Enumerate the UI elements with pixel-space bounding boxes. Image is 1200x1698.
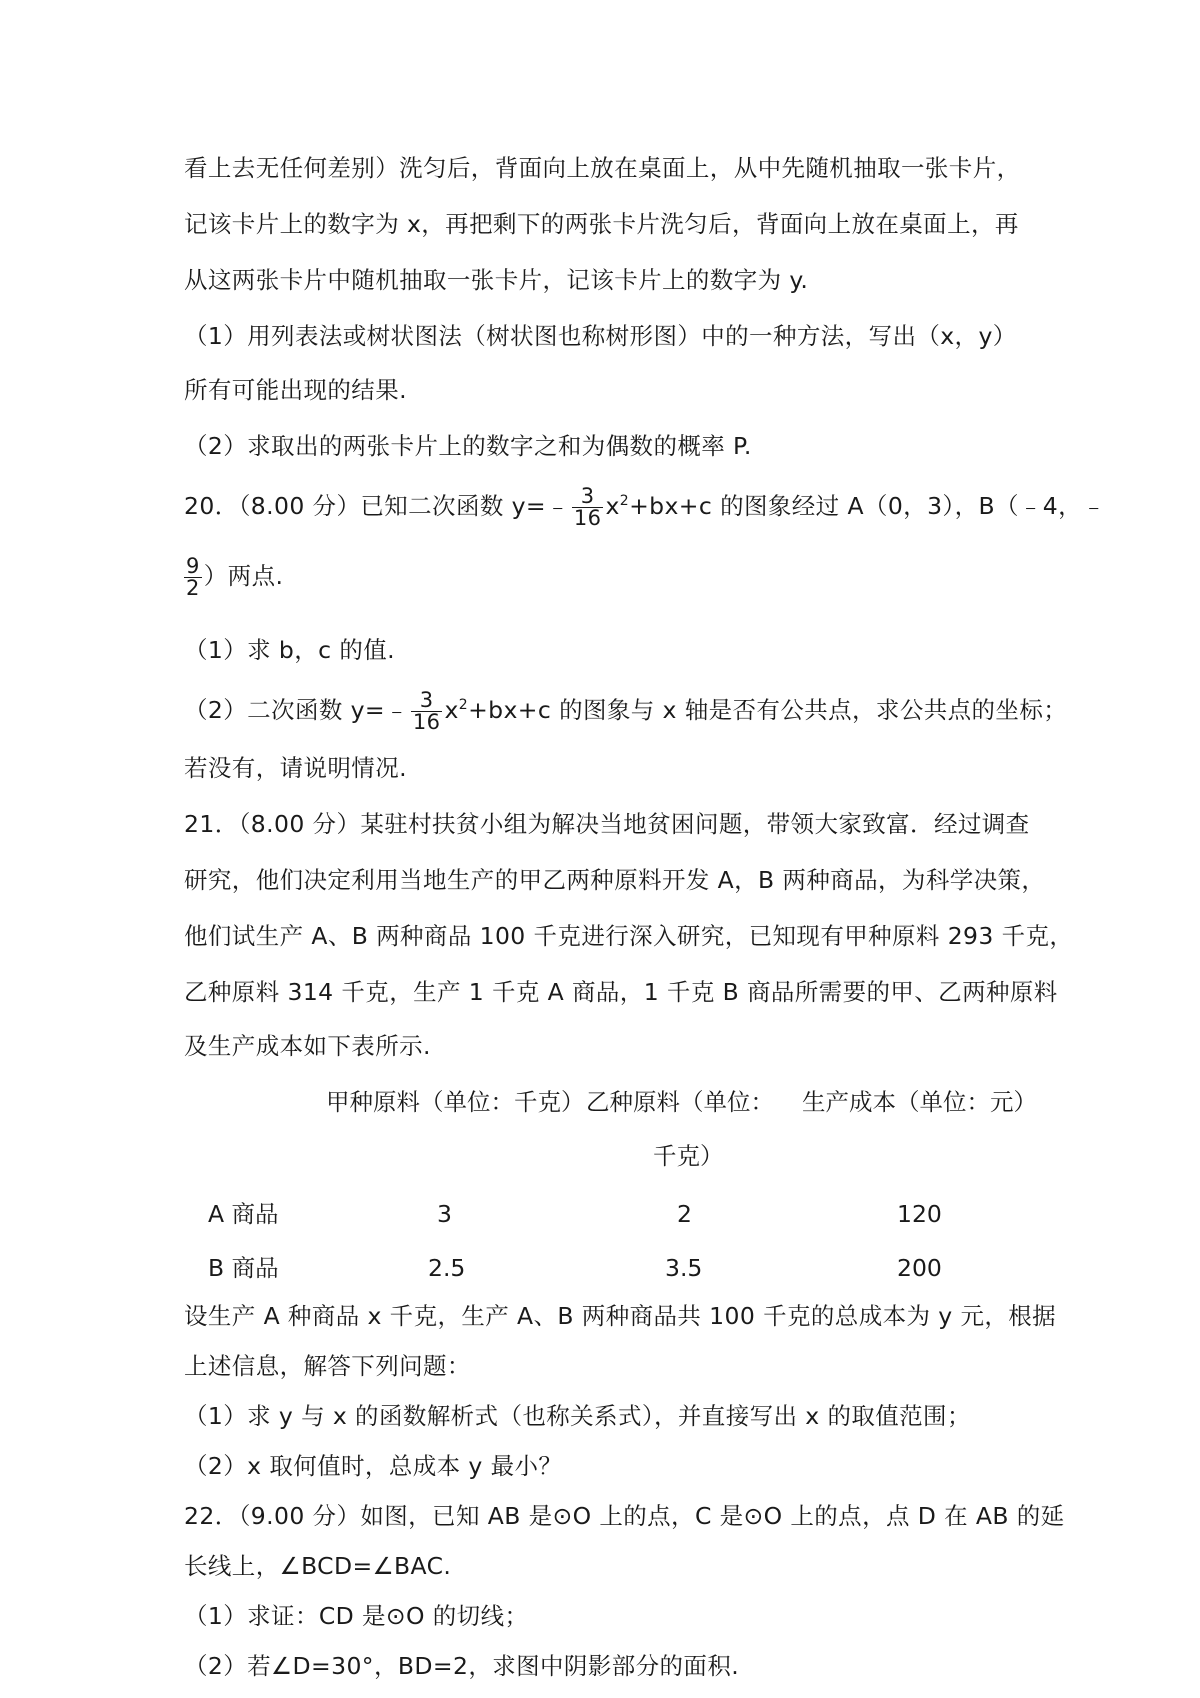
- fraction-denominator: 16: [412, 710, 441, 734]
- text-line: 他们试生产 A、B 两种商品 100 千克进行深入研究，已知现有甲种原料 293 千克，: [184, 922, 1074, 950]
- fraction-9-2: [184, 556, 202, 599]
- q20-var: x: [444, 696, 459, 724]
- table-cell: 2.5: [428, 1254, 466, 1282]
- text-line: 从这两张卡片中随机抽取一张卡片，记该卡片上的数字为 y.: [184, 266, 809, 294]
- text-line: 所有可能出现的结果.: [184, 376, 407, 404]
- q20-var: x: [605, 492, 620, 520]
- text-line: 22．（9.00 分）如图，已知 AB 是⊙O 上的点，C 是⊙O 上的点，点 D 在 AB 的延: [184, 1502, 1065, 1530]
- text-line: （1）用列表法或树状图法（树状图也称树形图）中的一种方法，写出（x，y）: [184, 322, 1017, 350]
- table-header: 甲种原料（单位：千克）: [326, 1088, 585, 1116]
- fraction-denominator: 16: [573, 506, 602, 530]
- table-cell: 120: [897, 1200, 942, 1228]
- text-line: 乙种原料 314 千克，生产 1 千克 A 商品，1 千克 B 商品所需要的甲、乙两种原料: [184, 978, 1058, 1006]
- table-cell: 2: [677, 1200, 692, 1228]
- question-20-line: [184, 486, 1106, 529]
- exponent: 2: [458, 697, 469, 713]
- question-20-line: [184, 690, 1067, 733]
- table-cell: 3.5: [665, 1254, 703, 1282]
- fraction-numerator: 3: [419, 688, 434, 712]
- question-20-line: [184, 556, 283, 599]
- fraction-numerator: 9: [186, 554, 200, 578]
- text-line: （1）求 b，c 的值.: [184, 636, 395, 664]
- text-line: （2）x 取何值时，总成本 y 最小？: [184, 1452, 563, 1480]
- text-line: 及生产成本如下表所示.: [184, 1032, 431, 1060]
- text-line: 研究，他们决定利用当地生产的甲乙两种原料开发 A，B 两种商品，为科学决策，: [184, 866, 1046, 894]
- table-row-label: B 商品: [208, 1254, 279, 1282]
- text-line: 若没有，请说明情况.: [184, 754, 407, 782]
- table-cell: 3: [437, 1200, 452, 1228]
- text-line: 记该卡片上的数字为 x，再把剩下的两张卡片洗匀后，背面向上放在桌面上，再: [184, 210, 1019, 238]
- text-line: （2）若∠D=30°，BD=2，求图中阴影部分的面积.: [184, 1652, 740, 1680]
- text-line: （1）求证：CD 是⊙O 的切线；: [184, 1602, 529, 1630]
- q20-text: +bx+c 的图象经过 A（0，3），B（﹣4，﹣: [629, 492, 1106, 520]
- table-row-label: A 商品: [208, 1200, 279, 1228]
- table-header: 生产成本（单位：元）: [802, 1088, 1037, 1116]
- q20-text: ）两点.: [203, 562, 284, 590]
- text-line: 长线上，∠BCD=∠BAC.: [184, 1552, 452, 1580]
- q20-text: （2）二次函数 y=﹣: [184, 696, 409, 724]
- q20-text: 20．（8.00 分）已知二次函数 y=﹣: [184, 492, 570, 520]
- table-header: 乙种原料（单位：: [586, 1088, 774, 1116]
- table-header: 千克）: [653, 1142, 724, 1170]
- table-cell: 200: [897, 1254, 942, 1282]
- text-line: 设生产 A 种商品 x 千克，生产 A、B 两种商品共 100 千克的总成本为 y 元，根据: [184, 1302, 1057, 1330]
- text-line: （1）求 y 与 x 的函数解析式（也称关系式），并直接写出 x 的取值范围；: [184, 1402, 971, 1430]
- exponent: 2: [619, 493, 630, 509]
- fraction-3-16: [572, 486, 604, 529]
- fraction-denominator: 2: [186, 576, 200, 600]
- fraction-3-16: [411, 690, 443, 733]
- q20-text: +bx+c 的图象与 x 轴是否有公共点，求公共点的坐标；: [468, 696, 1068, 724]
- text-line: 上述信息，解答下列问题：: [184, 1352, 471, 1380]
- text-line: 看上去无任何差别）洗匀后，背面向上放在桌面上，从中先随机抽取一张卡片，: [184, 154, 1021, 182]
- text-line: 21．（8.00 分）某驻村扶贫小组为解决当地贫困问题，带领大家致富．经过调查: [184, 810, 1030, 838]
- text-line: （2）求取出的两张卡片上的数字之和为偶数的概率 P.: [184, 432, 752, 460]
- fraction-numerator: 3: [580, 484, 595, 508]
